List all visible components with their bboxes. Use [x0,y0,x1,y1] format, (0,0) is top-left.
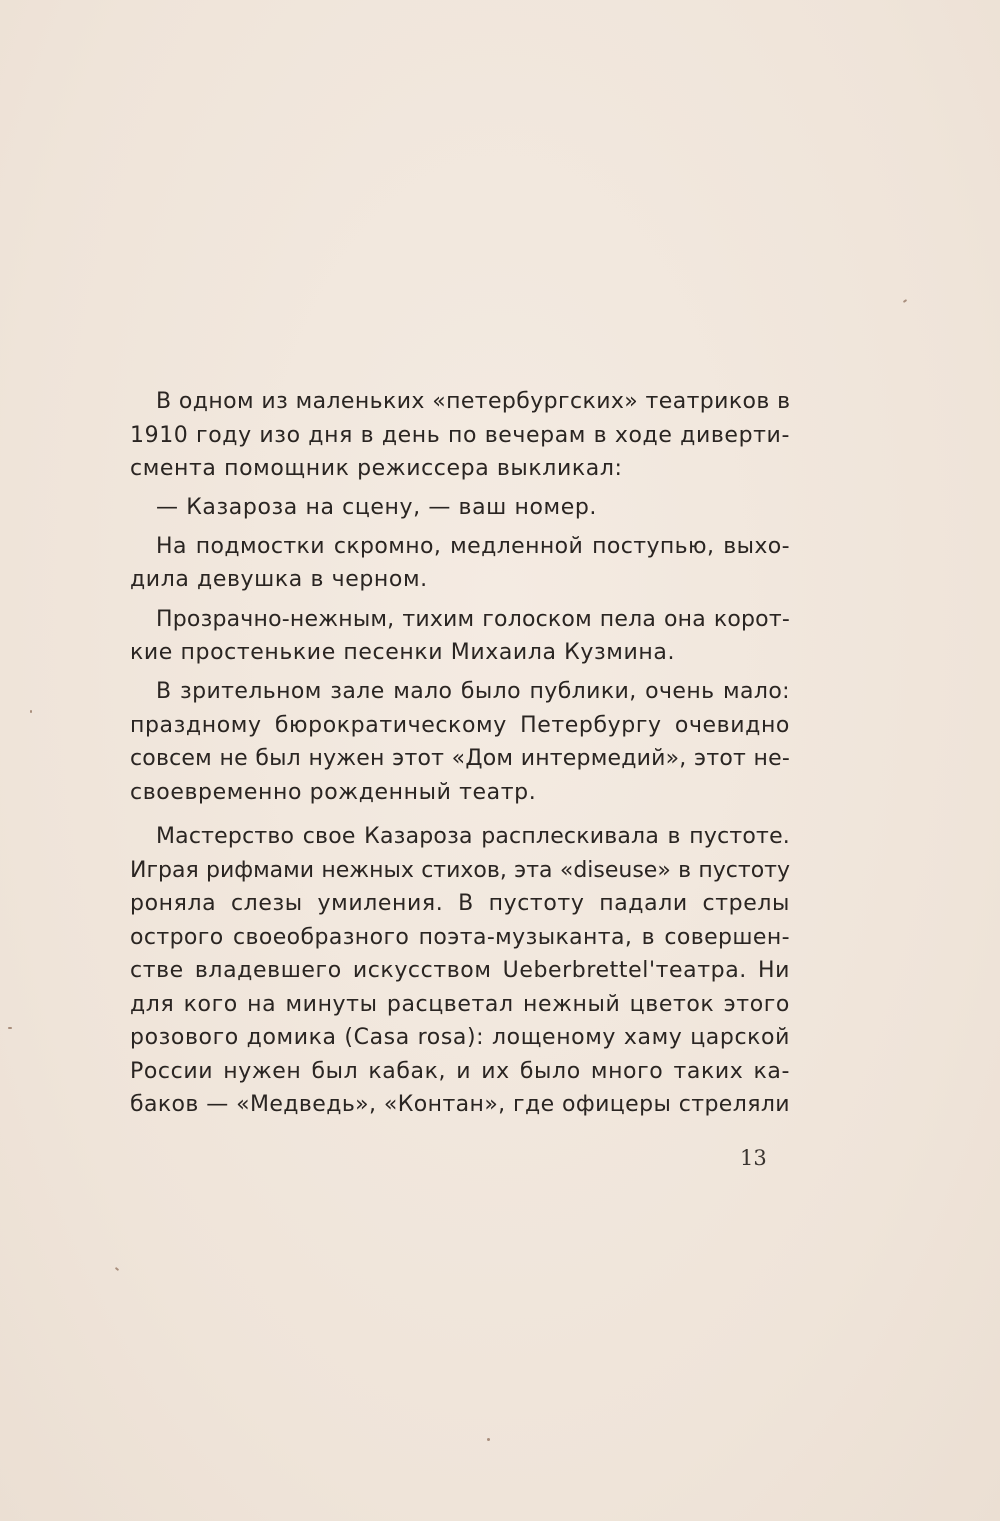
paper-speck [487,1438,490,1441]
text-line: России нужен был кабак, и их было много таких ка- [130,1059,790,1084]
paper-speck [115,1267,119,1271]
paper-speck [8,1027,12,1029]
text-line: праздному бюрократическому Петербургу очевидно [130,713,790,738]
text-line: баков — «Медведь», «Контан», где офицеры стреляли [130,1092,790,1117]
text-line: острого своеобразного поэта-музыканта, в совершен- [130,925,790,950]
text-line: для кого на минуты расцветал нежный цветок этого [130,992,790,1017]
text-line: Мастерство свое Казароза расплескивала в пустоте. [156,824,790,849]
text-line: В одном из маленьких «петербургских» театриков в [156,389,791,414]
text-line: Играя рифмами нежных стихов, эта «diseuse» в пустоту [130,858,790,883]
text-line: кие простенькие песенки Михаила Кузмина. [130,640,676,665]
text-line: На подмостки скромно, медленной поступью, выхо- [156,534,790,559]
text-line: В зрительном зале мало было публики, очень мало: [156,679,790,704]
text-line: стве владевшего искусством Ueberbrettel'театра. Ни [130,958,790,983]
text-line: Прозрачно-нежным, тихим голоском пела она корот- [156,607,790,632]
page-number: 13 [740,1146,767,1170]
paper-speck [30,710,32,713]
text-line: 1910 году изо дня в день по вечерам в ходе диверти- [130,423,790,448]
text-line: смента помощник режиссера выкликал: [130,456,623,481]
text-line: роняла слезы умиления. В пустоту падали стрелы [130,891,790,916]
paper-speck [903,299,907,303]
text-line: розового домика (Casa rosa): лощеному хаму царской [130,1025,790,1050]
text-line: — Казароза на сцену, — ваш номер. [156,495,598,520]
text-line: совсем не был нужен этот «Дом интермедий», этот не- [130,746,790,771]
text-line: своевременно рожденный театр. [130,780,537,805]
text-line: дила девушка в черном. [130,567,428,592]
